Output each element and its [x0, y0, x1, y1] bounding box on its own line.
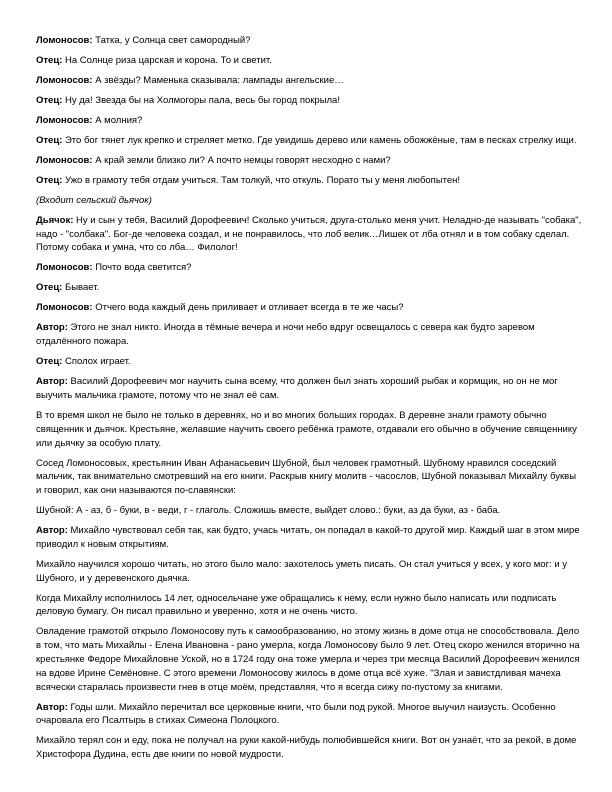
paragraph-text: Шубной: А - аз, б - буки, в - веди, г - глаголь. Сложишь вместе, выйдет слово.: буки, аз да буки, аз - баба.	[36, 505, 501, 517]
speaker-name: Дьячок:	[36, 214, 74, 226]
paragraph-text: Ужо в грамоту тебя отдам учиться. Там толкуй, что откуль. Порато ты у меня любопытен!	[62, 174, 461, 186]
dialogue-line	[36, 281, 582, 295]
paragraph-text: Михайло научился хорошо читать, но этого было мало: захотелось уметь писать. Он стал учиться у всех, у кого мог: и у Шубного, и у деревенского дьячка.	[36, 558, 568, 584]
speaker-name: Ломоносов:	[36, 114, 93, 126]
speaker-name: Отец:	[36, 134, 63, 146]
paragraph-text: Это бог тянет лук крепко и стреляет метко. Где увидишь дерево или камень обожжёные, там в песках стрелку ищи.	[62, 134, 577, 146]
narrative-paragraph	[36, 504, 582, 518]
speaker-name: Отец:	[36, 356, 63, 368]
paragraph-text: Ну и сын у тебя, Василий Дорофеевич! Сколько учиться, друга-столько меня учит. Неладно-де называть "собака", надо - "солбака". Бог-де человека создал, и не понравилось, что лоб велик…Лишек от лба отнял и в том собаку сделал. Потому собака и умна, что со лба… Филолог!	[36, 214, 582, 254]
dialogue-line	[36, 524, 582, 552]
speaker-name: Автор:	[36, 701, 68, 713]
paragraph-text: Василий Дорофеевич мог научить сына всему, что должен был знать хороший рыбак и кормщик, но он не мог выучить мальчика грамоте, потому что не знал её сам.	[36, 376, 558, 401]
speaker-name: Автор:	[36, 376, 68, 388]
dialogue-line	[36, 154, 582, 168]
speaker-name: Отец:	[36, 54, 63, 66]
speaker-name: Автор:	[36, 322, 68, 334]
speaker-name: Ломоносов:	[36, 74, 93, 86]
paragraph-text: А край земли близко ли? А почто немцы говорят несходно с нами?	[92, 154, 391, 166]
narrative-paragraph	[36, 558, 582, 586]
dialogue-line	[36, 74, 582, 88]
paragraph-text: Когда Михайлу исполнилось 14 лет, односельчане уже обращались к нему, если нужно было написать или подписать деловую бумагу. Он писал правильно и уверенно, хотя и не очень чисто.	[36, 592, 557, 618]
speaker-name: Ломоносов:	[36, 154, 93, 166]
paragraph-text: Этого не знал никто. Иногда в тёмные вечера и ночи небо вдруг освещалось с севера как будто заревом отдалённого пожара.	[36, 322, 535, 348]
speaker-name: Отец:	[36, 94, 63, 106]
speaker-name: Отец:	[36, 174, 63, 186]
dialogue-line	[36, 375, 582, 403]
paragraph-text: Отчего вода каждый день приливает и отливает всегда в те же часы?	[92, 302, 404, 314]
dialogue-line	[36, 261, 582, 275]
paragraph-text: А звёзды? Маменька сказывала: лампады ангельские…	[92, 74, 344, 86]
paragraph-text: На Солнце риза царская и корона. То и светит.	[62, 54, 272, 66]
dialogue-line	[36, 701, 582, 729]
paragraph-text: Почто вода светится?	[92, 262, 192, 274]
speaker-name: Ломоносов:	[36, 262, 93, 274]
dialogue-line	[36, 355, 582, 369]
speaker-name: Ломоносов:	[36, 35, 93, 46]
paragraph-text: Овладение грамотой открыло Ломоносову путь к самообразованию, но этому жизнь в доме отца не способствовала. Дело в том, что мать Михайлы - Елена Ивановна - рано умерла, когда Ломоносову было 9 лет. Отец скоро женился вторично на крестьянке Федоре Михайловне Уской, но в 1724 году она тоже умерла и через три месяца Василий Дорофеевич женился на вдове Ирине Семёновне. С этого времени Ломоносову жилось в доме отца всё хуже. "Злая и завистдливая мачеха всячески старалась произвести гнев в отце моём, представляя, что я всегда сижу по-пустому за книгами.	[36, 626, 580, 693]
paragraph-text: Татка, у Солнца свет самородный?	[92, 35, 251, 46]
paragraph-text: Бывает.	[62, 282, 100, 294]
speaker-name: Автор:	[36, 525, 68, 537]
narrative-paragraph	[36, 734, 582, 762]
paragraph-text: Михайло терял сон и еду, пока не получал на руки какой-нибудь полюбившейся книги. Вот он узнаёт, что за рекой, в доме Христофора Дудина, есть две книги по новой мудрости.	[36, 735, 577, 761]
dialogue-line	[36, 114, 582, 128]
dialogue-line	[36, 301, 582, 315]
dialogue-line	[36, 174, 582, 188]
stage-direction	[36, 194, 582, 208]
paragraph-text: Сполох играет.	[62, 356, 131, 368]
paragraph-text: А молния?	[92, 114, 143, 126]
dialogue-line	[36, 321, 582, 349]
dialogue-line	[36, 54, 582, 68]
narrative-paragraph	[36, 409, 582, 450]
speaker-name: Отец:	[36, 282, 63, 294]
narrative-paragraph	[36, 625, 582, 694]
paragraph-text: Ну да! Звезда бы на Холмогоры пала, весь бы город покрыла!	[62, 94, 340, 106]
dialogue-line	[36, 214, 582, 255]
narrative-paragraph	[36, 592, 582, 620]
narrative-paragraph	[36, 457, 582, 498]
dialogue-line	[36, 34, 582, 48]
dialogue-line	[36, 134, 582, 148]
paragraph-text: (Входит сельский дьячок)	[36, 194, 152, 206]
paragraph-text: Годы шли. Михайло перечитал все церковные книги, что были под рукой. Многое выучил наизусть. Особенно очаровала его Псалтырь в стихах Симеона Полоцкого.	[36, 701, 556, 727]
dialogue-line	[36, 94, 582, 108]
paragraph-text: В то время школ не было не только в деревнях, но и во многих больших городах. В деревне знали грамоту обычно священник и дьячок. Крестьяне, желавшие научить своего ребёнка грамоте, отдавали его обычно в обучение священнику или дьячку за особую плату.	[36, 409, 577, 449]
speaker-name: Ломоносов:	[36, 302, 93, 314]
paragraph-text: Сосед Ломоносовых, крестьянин Иван Афанасьевич Шубной, был человек грамотный. Шубному нравился соседский мальчик, так внимательно смотревший на его книги. Раскрыв книгу молитв - часослов, Шубной показывал Михайлу буквы и говорил, как они называются по-славянски:	[36, 457, 577, 497]
paragraph-text: Михайло чувствовал себя так, как будто, учась читать, он попадал в какой-то другой мир. Каждый шаг в этом мире приводил к новым открытиям.	[36, 525, 580, 550]
